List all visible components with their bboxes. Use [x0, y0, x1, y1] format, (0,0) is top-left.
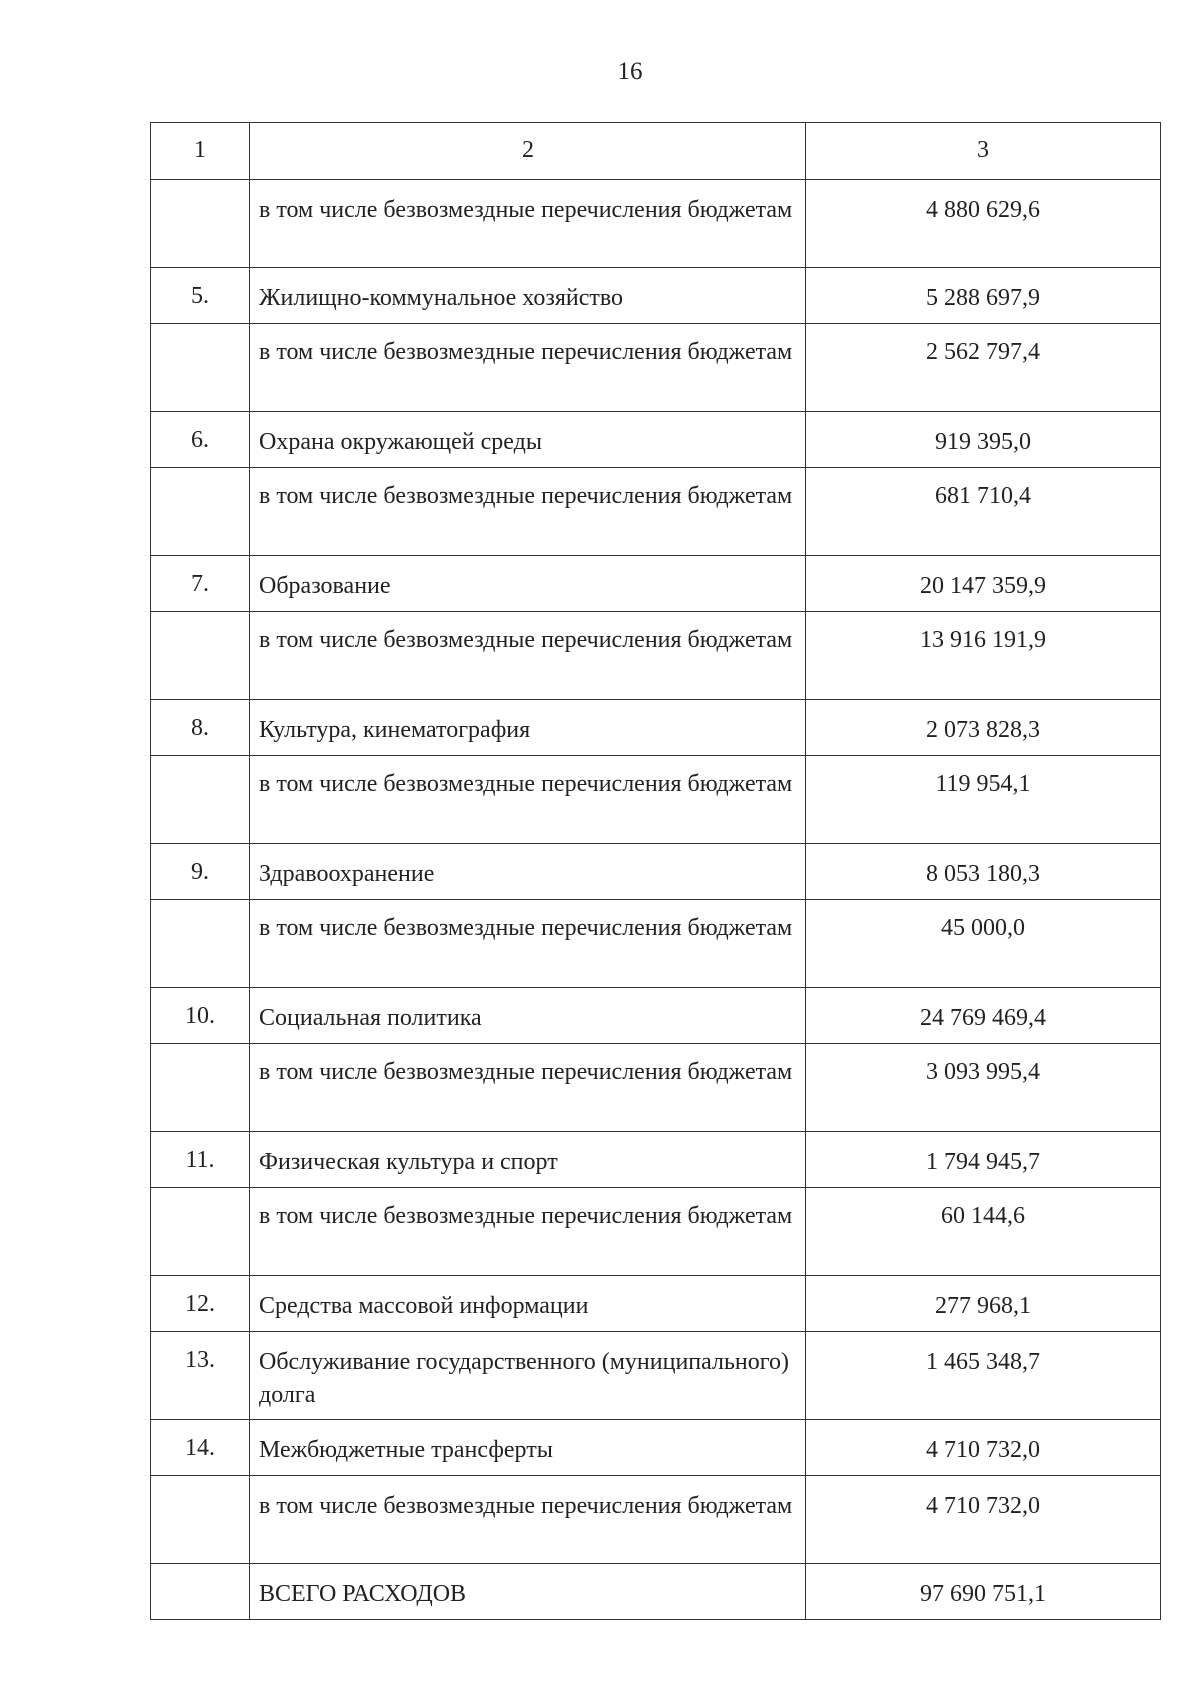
row-value: 2 562 797,4: [806, 324, 1161, 412]
row-value: 8 053 180,3: [806, 844, 1161, 900]
row-name: в том числе безвозмездные перечисления бюджетам: [250, 468, 806, 556]
table-row: [151, 268, 1161, 324]
row-number: 5.: [151, 268, 250, 324]
table-row: [151, 180, 1161, 268]
row-number: 14.: [151, 1420, 250, 1476]
table-row: [151, 556, 1161, 612]
row-name: Образование: [250, 556, 806, 612]
row-name: в том числе безвозмездные перечисления бюджетам: [250, 612, 806, 700]
table-row: [151, 612, 1161, 700]
row-name: Здравоохранение: [250, 844, 806, 900]
row-name: в том числе безвозмездные перечисления бюджетам: [250, 756, 806, 844]
table-body: [151, 123, 1161, 1620]
row-name: в том числе безвозмездные перечисления бюджетам: [250, 324, 806, 412]
row-name: в том числе безвозмездные перечисления бюджетам: [250, 1476, 806, 1564]
table-row: [151, 756, 1161, 844]
row-number: 8.: [151, 700, 250, 756]
table-row: [151, 1332, 1161, 1420]
expenditure-table: [150, 122, 1161, 1620]
table-row: [151, 324, 1161, 412]
row-value: 919 395,0: [806, 412, 1161, 468]
row-number: 9.: [151, 844, 250, 900]
row-name: Социальная политика: [250, 988, 806, 1044]
header-col-3: 3: [806, 123, 1161, 180]
row-name: в том числе безвозмездные перечисления бюджетам: [250, 1188, 806, 1276]
row-number: [151, 612, 250, 700]
row-value: 119 954,1: [806, 756, 1161, 844]
row-number: [151, 756, 250, 844]
row-value: 4 710 732,0: [806, 1420, 1161, 1476]
table-row: [151, 988, 1161, 1044]
row-number: [151, 468, 250, 556]
row-value: 13 916 191,9: [806, 612, 1161, 700]
row-value: 97 690 751,1: [806, 1564, 1161, 1620]
table-row: [151, 1276, 1161, 1332]
table-header-row: [151, 123, 1161, 180]
row-value: 4 880 629,6: [806, 180, 1161, 268]
row-name: в том числе безвозмездные перечисления бюджетам: [250, 1044, 806, 1132]
table-row: [151, 1476, 1161, 1564]
row-number: [151, 180, 250, 268]
row-value: 1 465 348,7: [806, 1332, 1161, 1420]
row-value: 5 288 697,9: [806, 268, 1161, 324]
row-number: 6.: [151, 412, 250, 468]
row-number: 7.: [151, 556, 250, 612]
row-value: 20 147 359,9: [806, 556, 1161, 612]
row-value: 3 093 995,4: [806, 1044, 1161, 1132]
table-row: [151, 844, 1161, 900]
row-value: 60 144,6: [806, 1188, 1161, 1276]
row-value: 45 000,0: [806, 900, 1161, 988]
header-col-2: 2: [250, 123, 806, 180]
row-value: 24 769 469,4: [806, 988, 1161, 1044]
row-value: 277 968,1: [806, 1276, 1161, 1332]
row-name: Жилищно-коммунальное хозяйство: [250, 268, 806, 324]
table-row: [151, 1044, 1161, 1132]
row-number: [151, 1476, 250, 1564]
row-value: 681 710,4: [806, 468, 1161, 556]
row-number: 13.: [151, 1332, 250, 1420]
row-name: в том числе безвозмездные перечисления бюджетам: [250, 180, 806, 268]
row-value: 2 073 828,3: [806, 700, 1161, 756]
table-row: [151, 700, 1161, 756]
row-number: [151, 1044, 250, 1132]
header-col-1: 1: [151, 123, 250, 180]
row-name: Физическая культура и спорт: [250, 1132, 806, 1188]
table-row: [151, 468, 1161, 556]
table-row: [151, 1564, 1161, 1620]
row-name: Культура, кинематография: [250, 700, 806, 756]
table-row: [151, 1188, 1161, 1276]
table-row: [151, 900, 1161, 988]
row-number: 10.: [151, 988, 250, 1044]
row-number: [151, 1564, 250, 1620]
row-value: 4 710 732,0: [806, 1476, 1161, 1564]
table-row: [151, 412, 1161, 468]
row-name: ВСЕГО РАСХОДОВ: [250, 1564, 806, 1620]
row-number: 11.: [151, 1132, 250, 1188]
row-name: Межбюджетные трансферты: [250, 1420, 806, 1476]
row-number: [151, 900, 250, 988]
table-row: [151, 1132, 1161, 1188]
row-name: в том числе безвозмездные перечисления бюджетам: [250, 900, 806, 988]
row-number: [151, 324, 250, 412]
row-value: 1 794 945,7: [806, 1132, 1161, 1188]
table-row: [151, 1420, 1161, 1476]
row-name: Средства массовой информации: [250, 1276, 806, 1332]
row-name: Охрана окружающей среды: [250, 412, 806, 468]
row-number: 12.: [151, 1276, 250, 1332]
row-number: [151, 1188, 250, 1276]
row-name: Обслуживание государственного (муниципального) долга: [250, 1332, 806, 1420]
page-number: 16: [617, 58, 643, 85]
